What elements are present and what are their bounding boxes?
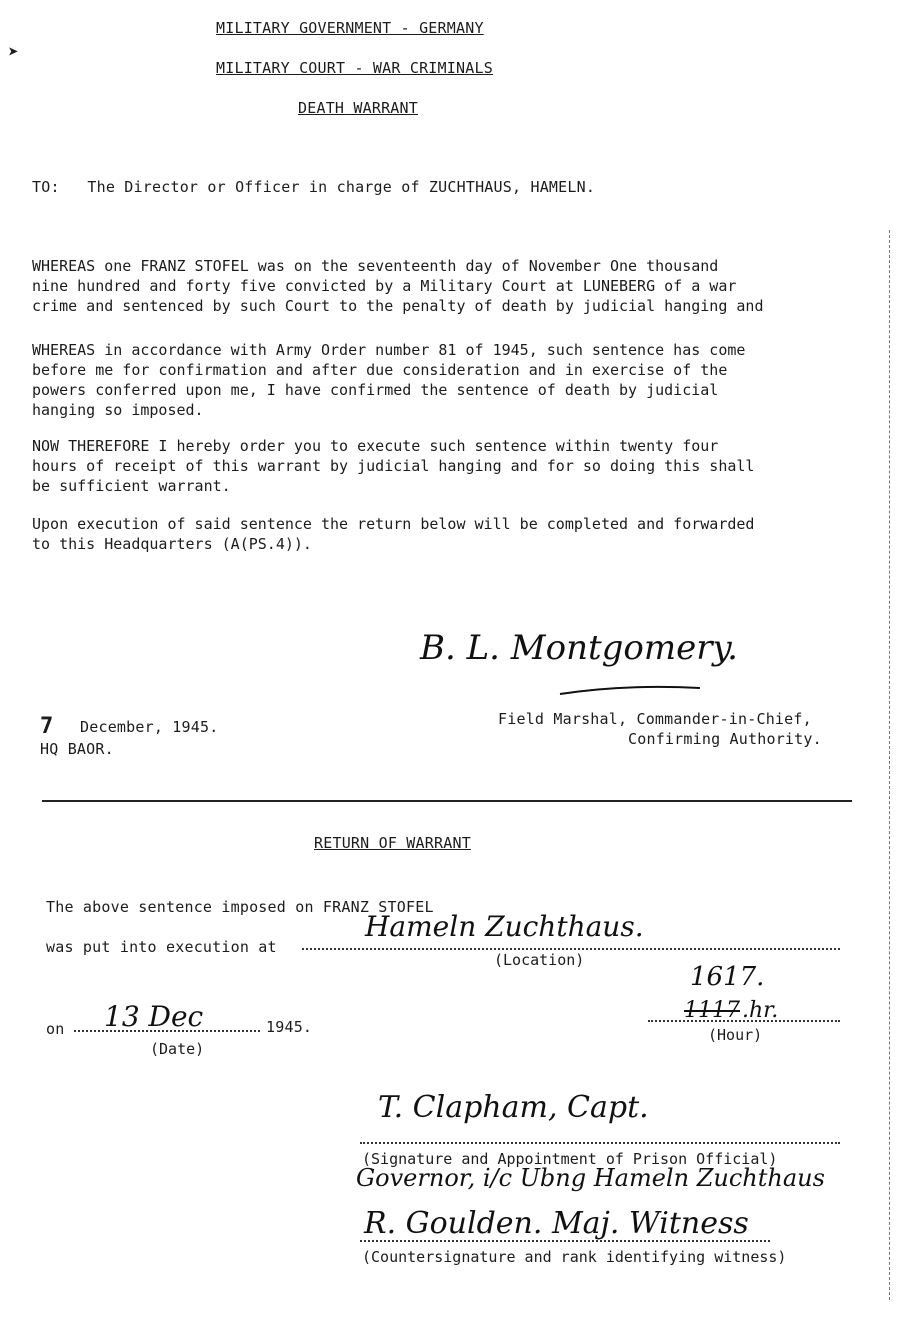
document-title: DEATH WARRANT: [298, 99, 418, 117]
witness-dotted-line: [360, 1240, 770, 1242]
official-label: (Signature and Appointment of Prison Official): [362, 1150, 778, 1168]
hour-handwriting: 1617.: [690, 962, 765, 992]
to-line: TO: The Director or Officer in charge of ZUCHTHAUS, HAMELN.: [32, 178, 596, 196]
section-divider: [42, 800, 852, 802]
location-label: (Location): [494, 951, 585, 969]
paragraph-now-therefore: NOW THEREFORE I hereby order you to execute such sentence within twenty four hours of receipt of this warrant by judicial hanging and for so doing this shall be sufficient warrant.: [32, 437, 755, 495]
prison-official-signature: T. Clapham, Capt.: [378, 1090, 649, 1125]
authority-line-2: Confirming Authority.: [628, 730, 822, 748]
exec-prefix: was put into execution at: [46, 938, 277, 956]
hq-text: HQ BAOR.: [40, 740, 114, 758]
date-text: December, 1945.: [80, 718, 219, 736]
paragraph-whereas-1: WHEREAS one FRANZ STOFEL was on the seventeenth day of November One thousand nine hundred and forty five convicted by a Military Court at LUNEBERG of a war crime and sentenced by such Court to the penalty of death by judicial hanging and: [32, 257, 764, 315]
date-label: (Date): [150, 1040, 205, 1058]
governor-handwriting: Governor, i/c Ubng Hameln Zuchthaus: [356, 1164, 825, 1192]
location-handwriting: Hameln Zuchthaus.: [365, 910, 644, 943]
paragraph-upon-execution: Upon execution of said sentence the return below will be completed and forwarded to this Headquarters (A(PS.4)).: [32, 515, 755, 553]
authority-line-1: Field Marshal, Commander-in-Chief,: [498, 710, 812, 728]
paragraph-whereas-2: WHEREAS in accordance with Army Order number 81 of 1945, such sentence has come before me for confirmation and after due consideration and in exercise of the powers conferred upon me, I have confirmed the sentence of death by judicial hanging so imposed.: [32, 341, 746, 419]
return-sentence-line: The above sentence imposed on FRANZ STOFEL: [46, 898, 434, 916]
header-line-1: MILITARY GOVERNMENT - GERMANY: [216, 19, 484, 37]
date-handwriting: 13 Dec: [104, 1000, 204, 1033]
year-text: 1945.: [266, 1018, 313, 1036]
hour-struck-through: 1117: [684, 998, 740, 1023]
on-prefix: on: [46, 1020, 65, 1038]
date-day: 7: [40, 714, 54, 739]
arrow-mark-icon: ➤: [8, 42, 19, 63]
witness-signature: R. Goulden. Maj. Witness: [364, 1206, 749, 1241]
hour-label: (Hour): [708, 1026, 763, 1044]
official-dotted-line: [360, 1142, 840, 1144]
location-dotted-line: [302, 948, 840, 950]
hour-suffix: .hr.: [742, 998, 779, 1023]
signature-flourish: [555, 680, 705, 700]
montgomery-signature: B. L. Montgomery.: [420, 628, 738, 668]
page-edge: [889, 230, 890, 1300]
return-title: RETURN OF WARRANT: [314, 834, 471, 852]
witness-label: (Countersignature and rank identifying witness): [362, 1248, 787, 1266]
header-line-2: MILITARY COURT - WAR CRIMINALS: [216, 59, 493, 77]
